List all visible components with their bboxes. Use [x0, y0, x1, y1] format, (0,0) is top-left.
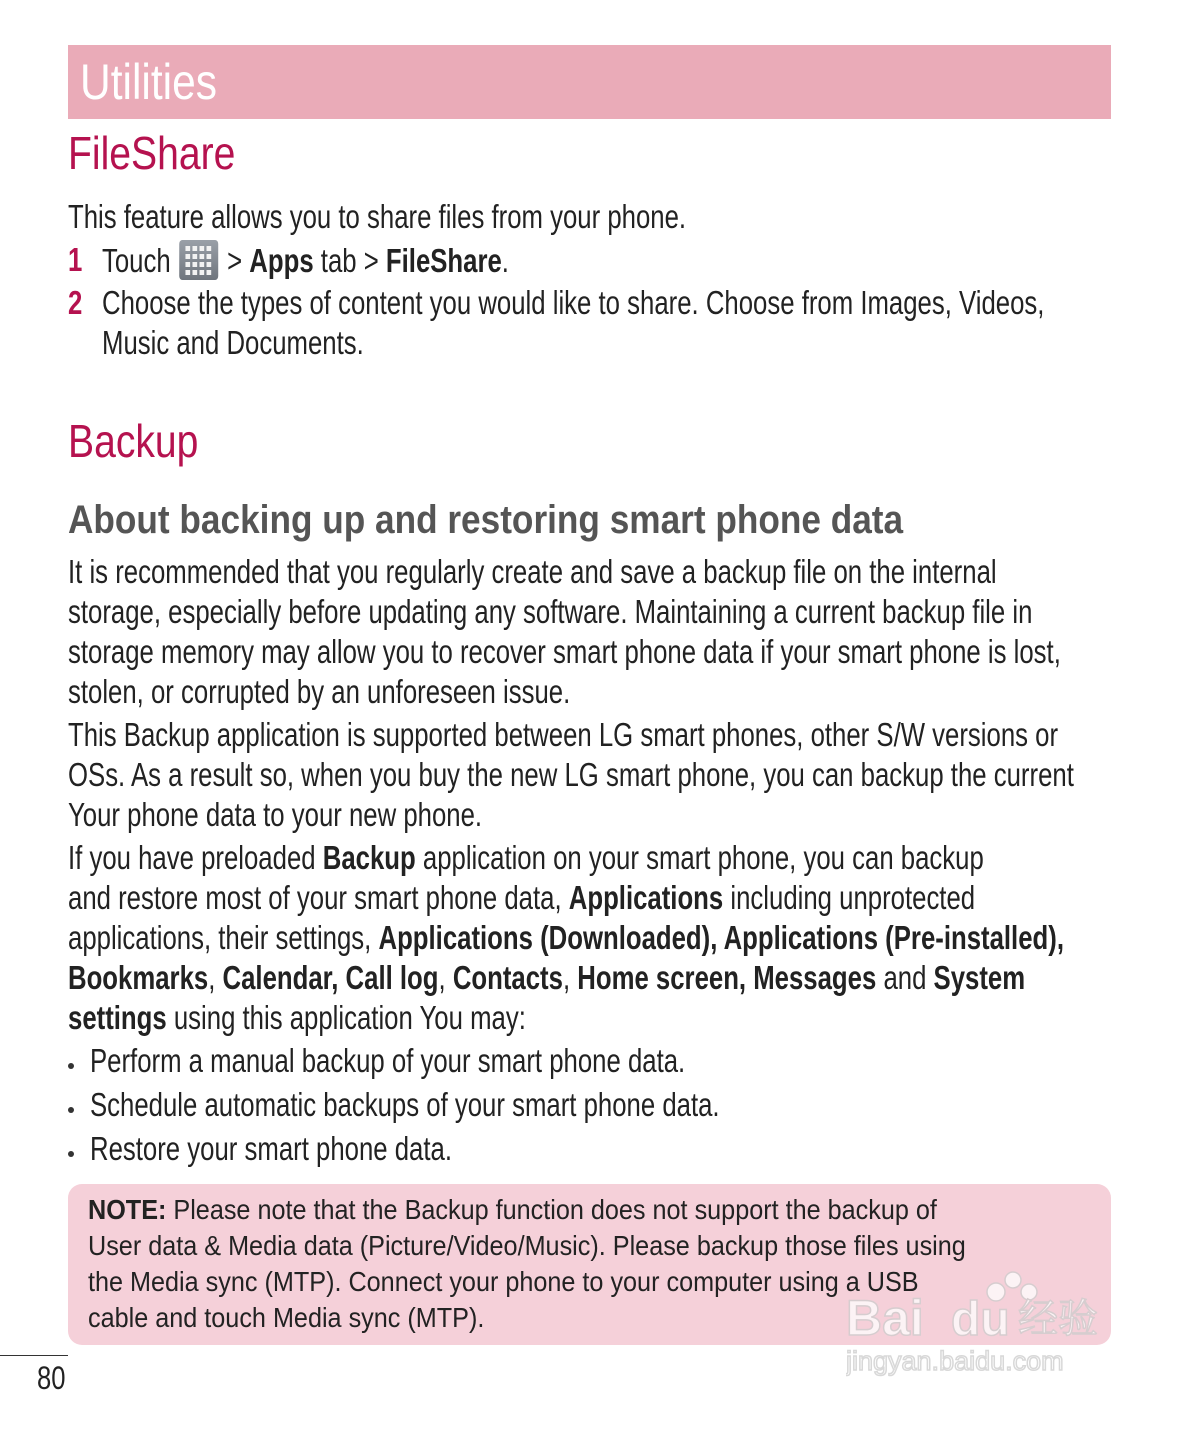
bullet-item [68, 1129, 1111, 1173]
bold-term: Backup [322, 839, 416, 876]
text-run: applications, their settings, [68, 919, 379, 956]
bold-term: Applications (Downloaded), Applications (Pre-installed), [378, 919, 1064, 956]
bold-term: System [933, 959, 1026, 996]
text-run: . [501, 242, 509, 279]
text-line [68, 552, 997, 592]
text-line [68, 755, 1074, 795]
text-run: including unprotected [723, 879, 976, 916]
text-run: , [438, 959, 453, 996]
text-line [68, 672, 882, 712]
note-line: the Media sync (MTP). Connect your phone to your computer using a USB [88, 1266, 919, 1297]
backup-subheading: About backing up and restoring smart phone data [68, 498, 904, 542]
bold-term: Contacts [452, 959, 563, 996]
text-run: application on your smart phone, you can backup [415, 839, 984, 876]
svg-text:du: du [951, 1293, 1010, 1346]
paragraph [68, 715, 1111, 835]
text-run: It is recommended that you regularly create and save a backup file on the internal [68, 553, 997, 590]
text-line [102, 283, 1045, 323]
text-run: storage memory may allow you to recover smart phone data if your smart phone is lost, [68, 633, 1061, 670]
note-line: cable and touch Media sync (MTP). [88, 1302, 485, 1333]
bold-term: Apps [249, 242, 314, 279]
bold-term: Home screen, Messages [577, 959, 877, 996]
text-run: storage, especially before updating any software. Maintaining a current backup file in [68, 593, 1033, 630]
fileshare-heading: FileShare [68, 127, 236, 179]
bullet-text: Schedule automatic backups of your smart phone data. [90, 1086, 720, 1123]
bullet-icon [68, 1107, 74, 1113]
text-run: Choose the types of content you would like to share. Choose from Images, Videos, [102, 284, 1045, 321]
text-line [68, 918, 1064, 958]
note-line [88, 1194, 937, 1226]
backup-heading: Backup [68, 415, 199, 467]
text-line [68, 878, 976, 918]
bullet-text: Perform a manual backup of your smart phone data. [90, 1042, 686, 1079]
text-run: > [219, 242, 250, 279]
backup-bullet-list [68, 1041, 1111, 1173]
page-number-rule [0, 1355, 68, 1356]
bold-term: settings [68, 999, 167, 1036]
text-run: Your phone data to your new phone. [68, 796, 483, 833]
text-run: tab > [313, 242, 386, 279]
text-run: Music and Documents. [102, 324, 364, 361]
note-line: User data & Media data (Picture/Video/Music). Please backup those files using [88, 1230, 966, 1261]
bold-term: Applications [568, 879, 724, 916]
text-run: and restore most of your smart phone data, [68, 879, 569, 916]
text-line [68, 715, 1059, 755]
text-run: This Backup application is supported between LG smart phones, other S/W versions or [68, 716, 1059, 753]
page-number: 80 [37, 1360, 66, 1396]
text-line [68, 795, 882, 835]
section-title: Utilities [80, 54, 217, 110]
text-line [68, 592, 1033, 632]
text-line [102, 240, 889, 280]
text-run: , [562, 959, 578, 996]
bold-term: Calendar, Call log [222, 959, 439, 996]
fileshare-intro: This feature allows you to share files from your phone. [68, 198, 687, 235]
paragraph [68, 552, 1111, 712]
apps-grid-icon [179, 240, 218, 280]
paragraph [68, 838, 1111, 1038]
bold-term: Bookmarks [68, 959, 209, 996]
text-line [102, 323, 889, 363]
text-run: and [876, 959, 934, 996]
svg-text:Bai: Bai [846, 1290, 924, 1346]
text-line [68, 632, 1061, 672]
step-number: 2 [68, 284, 83, 321]
fileshare-steps [68, 240, 1111, 366]
bold-term: FileShare [385, 242, 502, 279]
text-run: , [208, 959, 223, 996]
text-run: using this application You may: [166, 999, 526, 1036]
svg-text:jingyan.baidu.com: jingyan.baidu.com [846, 1346, 1064, 1376]
text-run: OSs. As a result so, when you buy the new LG smart phone, you can backup the current [68, 756, 1074, 793]
text-line [68, 838, 984, 878]
bullet-icon [68, 1063, 74, 1069]
bullet-icon [68, 1151, 74, 1157]
svg-text:经验: 经验 [1018, 1296, 1098, 1342]
text-line [68, 958, 1026, 998]
step-item [68, 283, 1111, 363]
section-header-bar [68, 45, 1111, 119]
text-line [68, 998, 882, 1038]
bullet-item [68, 1041, 1111, 1085]
bullet-item [68, 1085, 1111, 1129]
step-item [68, 240, 1111, 280]
text-run: If you have preloaded [68, 839, 323, 876]
baidu-watermark [846, 1270, 1116, 1390]
backup-body [68, 552, 1111, 1041]
note-text: Please note that the Backup function does not support the backup of [166, 1194, 937, 1225]
bullet-text: Restore your smart phone data. [90, 1130, 452, 1167]
step-number: 1 [68, 241, 83, 278]
text-run: stolen, or corrupted by an unforeseen issue. [68, 673, 571, 710]
text-run: Touch [102, 242, 178, 279]
note-label: NOTE: [88, 1194, 167, 1225]
